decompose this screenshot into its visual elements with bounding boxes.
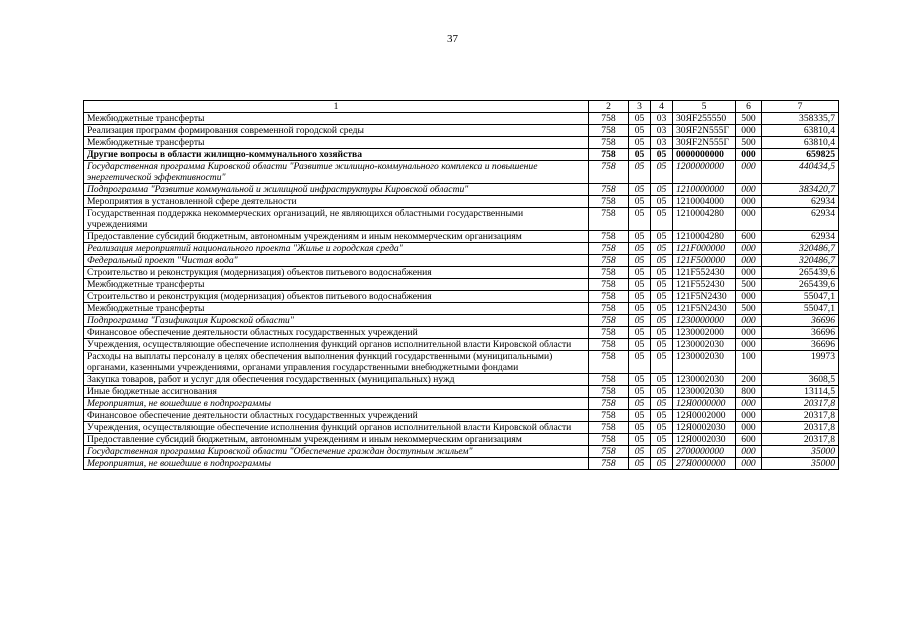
subsection-code-cell: 05	[651, 410, 673, 422]
row-name-cell: Учреждения, осуществляющие обеспечение исполнения функций органов исполнительной власти Кировской области	[84, 339, 589, 351]
subsection-code-cell: 05	[651, 161, 673, 184]
target-article-cell: 12Я0002000	[673, 410, 736, 422]
target-article-cell: 121F500000	[673, 255, 736, 267]
target-article-cell: 121F5N2430	[673, 303, 736, 315]
row-name-cell: Подпрограмма "Газификация Кировской области"	[84, 315, 589, 327]
ministry-code-cell: 758	[589, 279, 629, 291]
target-article-cell: 1210004000	[673, 196, 736, 208]
table-row	[84, 255, 839, 267]
target-article-cell: 121F000000	[673, 243, 736, 255]
section-code-cell: 05	[629, 386, 651, 398]
subsection-code-cell: 05	[651, 315, 673, 327]
amount-cell: 20317,8	[762, 410, 839, 422]
row-name-cell: Строительство и реконструкция (модернизация) объектов питьевого водоснабжения	[84, 291, 589, 303]
expense-type-cell: 000	[736, 243, 762, 255]
expense-type-cell: 000	[736, 161, 762, 184]
table-row	[84, 137, 839, 149]
subsection-code-cell: 03	[651, 137, 673, 149]
amount-cell: 265439,6	[762, 279, 839, 291]
row-name-cell: Межбюджетные трансферты	[84, 303, 589, 315]
ministry-code-cell: 758	[589, 137, 629, 149]
expense-type-cell: 000	[736, 291, 762, 303]
row-name-cell: Межбюджетные трансферты	[84, 113, 589, 125]
subsection-code-cell: 05	[651, 422, 673, 434]
section-code-cell: 05	[629, 327, 651, 339]
target-article-cell: 2700000000	[673, 446, 736, 458]
target-article-cell: 1230002030	[673, 339, 736, 351]
ministry-code-cell: 758	[589, 243, 629, 255]
row-name-cell: Подпрограмма "Развитие коммунальной и жилищной инфраструктуры Кировской области"	[84, 184, 589, 196]
section-code-cell: 05	[629, 422, 651, 434]
expense-type-cell: 000	[736, 339, 762, 351]
section-code-cell: 05	[629, 255, 651, 267]
subsection-code-cell: 05	[651, 446, 673, 458]
target-article-cell: 12Я0002030	[673, 422, 736, 434]
expense-type-cell: 100	[736, 351, 762, 374]
section-code-cell: 05	[629, 291, 651, 303]
subsection-code-cell: 03	[651, 125, 673, 137]
subsection-code-cell: 05	[651, 231, 673, 243]
section-code-cell: 05	[629, 410, 651, 422]
table-row	[84, 458, 839, 470]
row-name-cell: Предоставление субсидий бюджетным, автономным учреждениям и иным некоммерческим организациям	[84, 434, 589, 446]
subsection-code-cell: 05	[651, 351, 673, 374]
amount-cell: 20317,8	[762, 422, 839, 434]
header-cell: 4	[651, 101, 673, 113]
target-article-cell: 1200000000	[673, 161, 736, 184]
amount-cell: 55047,1	[762, 303, 839, 315]
ministry-code-cell: 758	[589, 125, 629, 137]
target-article-cell: 27Я0000000	[673, 458, 736, 470]
ministry-code-cell: 758	[589, 267, 629, 279]
ministry-code-cell: 758	[589, 434, 629, 446]
subsection-code-cell: 05	[651, 243, 673, 255]
amount-cell: 20317,8	[762, 434, 839, 446]
row-name-cell: Мероприятия, не вошедшие в подпрограммы	[84, 398, 589, 410]
amount-cell: 358335,7	[762, 113, 839, 125]
table-row	[84, 410, 839, 422]
amount-cell: 35000	[762, 446, 839, 458]
amount-cell: 659825	[762, 149, 839, 161]
ministry-code-cell: 758	[589, 231, 629, 243]
row-name-cell: Расходы на выплаты персоналу в целях обеспечения выполнения функций государственными (муниципальными) органами, казенными учреждениями, органами управления государственными внебюджетными фондами	[84, 351, 589, 374]
section-code-cell: 05	[629, 374, 651, 386]
target-article-cell: 1230002000	[673, 327, 736, 339]
ministry-code-cell: 758	[589, 386, 629, 398]
amount-cell: 36696	[762, 339, 839, 351]
row-name-cell: Мероприятия в установленной сфере деятельности	[84, 196, 589, 208]
section-code-cell: 05	[629, 458, 651, 470]
target-article-cell: 12Я0002030	[673, 434, 736, 446]
expense-type-cell: 000	[736, 267, 762, 279]
header-cell: 1	[84, 101, 589, 113]
expense-type-cell: 000	[736, 255, 762, 267]
target-article-cell: 121F552430	[673, 279, 736, 291]
amount-cell: 20317,8	[762, 398, 839, 410]
section-code-cell: 05	[629, 196, 651, 208]
table-row	[84, 422, 839, 434]
subsection-code-cell: 05	[651, 279, 673, 291]
row-name-cell: Другие вопросы в области жилищно-коммунального хозяйства	[84, 149, 589, 161]
subsection-code-cell: 05	[651, 184, 673, 196]
row-name-cell: Федеральный проект "Чистая вода"	[84, 255, 589, 267]
header-cell: 5	[673, 101, 736, 113]
row-name-cell: Строительство и реконструкция (модернизация) объектов питьевого водоснабжения	[84, 267, 589, 279]
amount-cell: 320486,7	[762, 243, 839, 255]
table-row	[84, 374, 839, 386]
target-article-cell: 121F552430	[673, 267, 736, 279]
amount-cell: 62934	[762, 196, 839, 208]
subsection-code-cell: 05	[651, 208, 673, 231]
row-name-cell: Иные бюджетные ассигнования	[84, 386, 589, 398]
amount-cell: 13114,5	[762, 386, 839, 398]
row-name-cell: Мероприятия, не вошедшие в подпрограммы	[84, 458, 589, 470]
table-row	[84, 386, 839, 398]
subsection-code-cell: 05	[651, 303, 673, 315]
ministry-code-cell: 758	[589, 184, 629, 196]
target-article-cell: 1210004280	[673, 231, 736, 243]
target-article-cell: 30ЯF2N555Г	[673, 137, 736, 149]
ministry-code-cell: 758	[589, 339, 629, 351]
target-article-cell: 1230002030	[673, 374, 736, 386]
section-code-cell: 05	[629, 398, 651, 410]
section-code-cell: 05	[629, 137, 651, 149]
section-code-cell: 05	[629, 434, 651, 446]
ministry-code-cell: 758	[589, 149, 629, 161]
target-article-cell: 0000000000	[673, 149, 736, 161]
expense-type-cell: 000	[736, 446, 762, 458]
table-row	[84, 231, 839, 243]
target-article-cell: 1230002030	[673, 386, 736, 398]
table-row	[84, 446, 839, 458]
row-name-cell: Реализация программ формирования современной городской среды	[84, 125, 589, 137]
table-row	[84, 208, 839, 231]
table-row	[84, 243, 839, 255]
target-article-cell: 1230002030	[673, 351, 736, 374]
table-row	[84, 113, 839, 125]
header-cell: 3	[629, 101, 651, 113]
section-code-cell: 05	[629, 208, 651, 231]
amount-cell: 63810,4	[762, 137, 839, 149]
ministry-code-cell: 758	[589, 255, 629, 267]
section-code-cell: 05	[629, 161, 651, 184]
expense-type-cell: 000	[736, 196, 762, 208]
subsection-code-cell: 05	[651, 267, 673, 279]
expense-type-cell: 500	[736, 113, 762, 125]
amount-cell: 55047,1	[762, 291, 839, 303]
expense-type-cell: 600	[736, 231, 762, 243]
amount-cell: 320486,7	[762, 255, 839, 267]
expense-type-cell: 000	[736, 410, 762, 422]
ministry-code-cell: 758	[589, 208, 629, 231]
subsection-code-cell: 05	[651, 339, 673, 351]
ministry-code-cell: 758	[589, 303, 629, 315]
section-code-cell: 05	[629, 339, 651, 351]
subsection-code-cell: 05	[651, 458, 673, 470]
section-code-cell: 05	[629, 446, 651, 458]
row-name-cell: Межбюджетные трансферты	[84, 137, 589, 149]
section-code-cell: 05	[629, 279, 651, 291]
expense-type-cell: 000	[736, 398, 762, 410]
section-code-cell: 05	[629, 267, 651, 279]
amount-cell: 35000	[762, 458, 839, 470]
ministry-code-cell: 758	[589, 351, 629, 374]
ministry-code-cell: 758	[589, 446, 629, 458]
table-row	[84, 161, 839, 184]
target-article-cell: 30ЯF255550	[673, 113, 736, 125]
expense-type-cell: 200	[736, 374, 762, 386]
expense-type-cell: 000	[736, 315, 762, 327]
expense-type-cell: 500	[736, 303, 762, 315]
table-row	[84, 267, 839, 279]
section-code-cell: 05	[629, 149, 651, 161]
budget-table	[83, 100, 839, 470]
subsection-code-cell: 05	[651, 327, 673, 339]
subsection-code-cell: 05	[651, 398, 673, 410]
header-cell: 6	[736, 101, 762, 113]
ministry-code-cell: 758	[589, 196, 629, 208]
amount-cell: 36696	[762, 315, 839, 327]
row-name-cell: Учреждения, осуществляющие обеспечение исполнения функций органов исполнительной власти Кировской области	[84, 422, 589, 434]
subsection-code-cell: 05	[651, 149, 673, 161]
section-code-cell: 05	[629, 231, 651, 243]
row-name-cell: Государственная поддержка некоммерческих организаций, не являющихся областными государственными учреждениями	[84, 208, 589, 231]
ministry-code-cell: 758	[589, 374, 629, 386]
table-row	[84, 315, 839, 327]
ministry-code-cell: 758	[589, 410, 629, 422]
expense-type-cell: 000	[736, 422, 762, 434]
expense-type-cell: 000	[736, 149, 762, 161]
amount-cell: 62934	[762, 208, 839, 231]
section-code-cell: 05	[629, 315, 651, 327]
expense-type-cell: 000	[736, 184, 762, 196]
target-article-cell: 30ЯF2N555Г	[673, 125, 736, 137]
expense-type-cell: 600	[736, 434, 762, 446]
row-name-cell: Финансовое обеспечение деятельности областных государственных учреждений	[84, 327, 589, 339]
subsection-code-cell: 05	[651, 374, 673, 386]
row-name-cell: Межбюджетные трансферты	[84, 279, 589, 291]
amount-cell: 63810,4	[762, 125, 839, 137]
row-name-cell: Государственная программа Кировской области "Развитие жилищно-коммунального комплекса и повышение энергетической эффективности"	[84, 161, 589, 184]
ministry-code-cell: 758	[589, 291, 629, 303]
ministry-code-cell: 758	[589, 327, 629, 339]
amount-cell: 62934	[762, 231, 839, 243]
section-code-cell: 05	[629, 113, 651, 125]
section-code-cell: 05	[629, 243, 651, 255]
table-row	[84, 291, 839, 303]
table-row	[84, 351, 839, 374]
amount-cell: 36696	[762, 327, 839, 339]
header-cell: 7	[762, 101, 839, 113]
expense-type-cell: 000	[736, 327, 762, 339]
row-name-cell: Финансовое обеспечение деятельности областных государственных учреждений	[84, 410, 589, 422]
expense-type-cell: 500	[736, 279, 762, 291]
subsection-code-cell: 05	[651, 291, 673, 303]
table-row	[84, 339, 839, 351]
ministry-code-cell: 758	[589, 161, 629, 184]
target-article-cell: 1230000000	[673, 315, 736, 327]
amount-cell: 383420,7	[762, 184, 839, 196]
table-header-row	[84, 101, 839, 113]
amount-cell: 265439,6	[762, 267, 839, 279]
table-body	[84, 101, 839, 470]
section-code-cell: 05	[629, 303, 651, 315]
ministry-code-cell: 758	[589, 398, 629, 410]
section-code-cell: 05	[629, 125, 651, 137]
ministry-code-cell: 758	[589, 113, 629, 125]
amount-cell: 19973	[762, 351, 839, 374]
ministry-code-cell: 758	[589, 458, 629, 470]
table-row	[84, 434, 839, 446]
table-row	[84, 196, 839, 208]
expense-type-cell: 500	[736, 137, 762, 149]
row-name-cell: Государственная программа Кировской области "Обеспечение граждан доступным жильем"	[84, 446, 589, 458]
ministry-code-cell: 758	[589, 422, 629, 434]
table-row	[84, 398, 839, 410]
table-row	[84, 303, 839, 315]
expense-type-cell: 000	[736, 458, 762, 470]
target-article-cell: 1210004280	[673, 208, 736, 231]
table-row	[84, 125, 839, 137]
section-code-cell: 05	[629, 351, 651, 374]
table-row	[84, 149, 839, 161]
subsection-code-cell: 05	[651, 255, 673, 267]
target-article-cell: 1210000000	[673, 184, 736, 196]
expense-type-cell: 000	[736, 208, 762, 231]
ministry-code-cell: 758	[589, 315, 629, 327]
header-cell: 2	[589, 101, 629, 113]
target-article-cell: 12Я0000000	[673, 398, 736, 410]
expense-type-cell: 000	[736, 125, 762, 137]
table-row	[84, 279, 839, 291]
subsection-code-cell: 05	[651, 386, 673, 398]
amount-cell: 3608,5	[762, 374, 839, 386]
table-row	[84, 327, 839, 339]
section-code-cell: 05	[629, 184, 651, 196]
row-name-cell: Реализация мероприятий национального проекта "Жилье и городская среда"	[84, 243, 589, 255]
row-name-cell: Закупка товаров, работ и услуг для обеспечения государственных (муниципальных) нужд	[84, 374, 589, 386]
subsection-code-cell: 05	[651, 434, 673, 446]
amount-cell: 440434,5	[762, 161, 839, 184]
subsection-code-cell: 05	[651, 196, 673, 208]
page-number: 37	[447, 33, 458, 45]
row-name-cell: Предоставление субсидий бюджетным, автономным учреждениям и иным некоммерческим организациям	[84, 231, 589, 243]
subsection-code-cell: 03	[651, 113, 673, 125]
target-article-cell: 121F5N2430	[673, 291, 736, 303]
expense-type-cell: 800	[736, 386, 762, 398]
table-row	[84, 184, 839, 196]
